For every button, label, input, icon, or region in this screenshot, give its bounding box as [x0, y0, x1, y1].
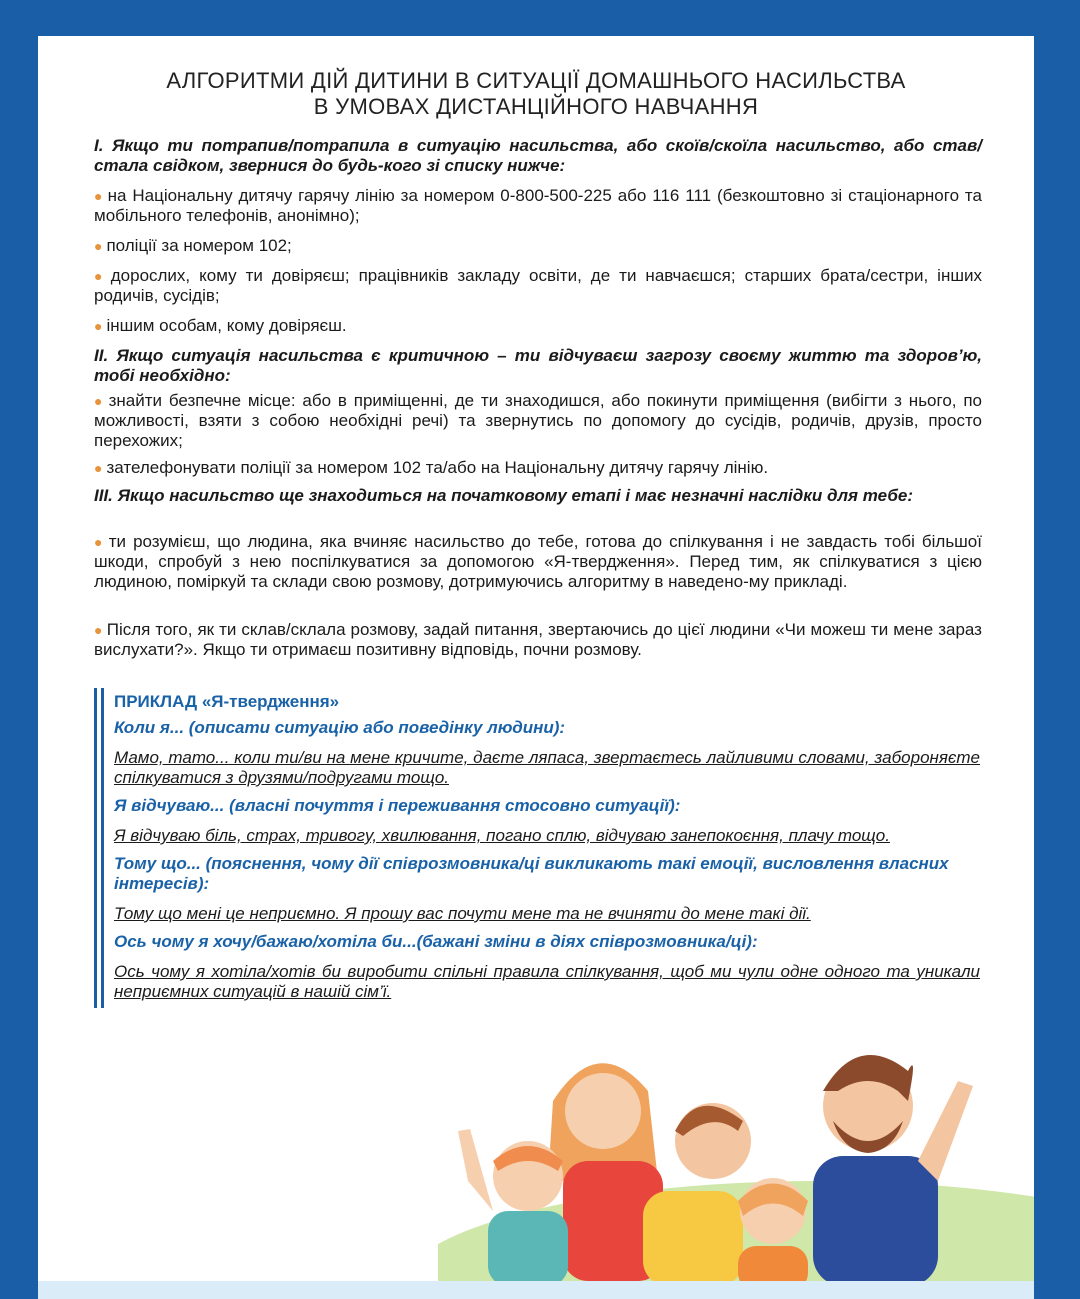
section1-item — [94, 236, 982, 256]
example-answer: Я відчуваю біль, страх, тривогу, хвилювання, погано сплю, відчуваю занепокоєння, плачу тощо. — [114, 826, 890, 845]
section2-item — [94, 458, 982, 478]
section1-item-text: поліції за номером 102; — [106, 236, 292, 255]
poster-title-line1: АЛГОРИТМИ ДІЙ ДИТИНИ В СИТУАЦІЇ ДОМАШНЬОГО НАСИЛЬСТВА — [166, 68, 906, 93]
example-answer: Мамо, тато... коли ти/ви на мене кричите, даєте ляпаса, звертаєтесь лайливими словами, забороняєте спілкуватися з друзями/подругами тощо. — [114, 748, 980, 787]
section1-item — [94, 186, 982, 226]
section3-item — [94, 532, 982, 592]
section2-heading: ІІ. Якщо ситуація насильства є критичною – ти відчуваєш загрозу своєму життю та здоров’ю, тобі необхідно: — [94, 346, 982, 385]
section2-item-text: зателефонувати поліції за номером 102 та/або на Національну дитячу гарячу лінію. — [106, 458, 769, 477]
section2-item — [94, 391, 982, 451]
example-answer: Тому що мені це неприємно. Я прошу вас почути мене та не вчиняти до мене такі дії. — [114, 904, 811, 923]
family-illustration — [438, 1011, 1034, 1281]
example-question: Тому що... (пояснення, чому дії співрозмовника/ці викликають такі емоції, висловлення власних інтересів): — [114, 854, 949, 893]
section3-item-text: Після того, як ти склав/склала розмову, задай питання, звертаючись до цієї людини «Чи можеш ти мене зараз вислухати?». Якщо ти отримаєш позитивну відповідь, почни розмову. — [94, 620, 982, 659]
example-title: ПРИКЛАД «Я-твердження» — [114, 692, 340, 711]
section3-heading: ІІІ. Якщо насильство ще знаходиться на початковому етапі і має незначні наслідки для тебе: — [94, 486, 913, 505]
example-question: Коли я... (описати ситуацію або поведінку людини): — [114, 718, 566, 737]
example-question: Я відчуваю... (власні почуття і переживання стосовно ситуації): — [114, 796, 681, 815]
section1-item-text: на Національну дитячу гарячу лінію за номером 0-800-500-225 або 116 111 (безкоштовно зі стаціонарного та мобільного телефонів, анонімно); — [94, 186, 982, 225]
example-answer: Ось чому я хотіла/хотів би виробити спільні правила спілкування, щоб ми чули одне одного та уникали неприємних ситуацій в нашій сім’ї. — [114, 962, 980, 1001]
bottom-strip — [38, 1281, 1034, 1299]
example-border — [94, 688, 97, 1008]
section1-item — [94, 266, 982, 306]
bullet-icon: ● — [94, 238, 103, 254]
section2-item-text: знайти безпечне місце: або в приміщенні, де ти знаходишся, або покинути приміщення (вибігти з нього, по можливості, взяти з собою необхідні речі) та звернутись по допомогу до сусідів, родичів, друзів, просто перехожих; — [94, 391, 982, 450]
section1-item-text: іншим особам, кому довіряєш. — [106, 316, 347, 335]
bullet-icon: ● — [94, 318, 103, 334]
example-question: Ось чому я хочу/бажаю/хотіла би...(бажані зміни в діях співрозмовника/ці): — [114, 932, 758, 951]
section3-item-text: ти розумієш, що людина, яка вчиняє насильство до тебе, готова до спілкування і не завдасть тобі більшої шкоди, спробуй з нею поспілкуватися за допомогою «Я-твердження». Перед тим, як спілкуватися з цією людиною, поміркуй та склади свою розмову, дотримуючись алгоритму в наведено-му прикладі. — [94, 532, 982, 591]
little-girl-figure — [738, 1178, 808, 1281]
bullet-icon: ● — [94, 268, 107, 284]
bullet-icon: ● — [94, 188, 104, 204]
section1-heading: І. Якщо ти потрапив/потрапила в ситуацію насильства, або скоїв/скоїла насильство, або став/стала свідком, звернися до будь-кого зі списку нижче: — [94, 136, 982, 175]
section1-item-text: дорослих, кому ти довіряєш; працівників закладу освіти, де ти навчаєшся; старших брата/сестри, інших родичів, сусідів; — [94, 266, 982, 305]
poster-sheet — [38, 36, 1034, 1281]
bullet-icon: ● — [94, 534, 105, 550]
bullet-icon: ● — [94, 622, 103, 638]
example-box — [94, 688, 984, 1008]
section1-item — [94, 316, 982, 336]
example-border — [101, 688, 104, 1008]
bullet-icon: ● — [94, 460, 103, 476]
poster-title-line2: В УМОВАХ ДИСТАНЦІЙНОГО НАВЧАННЯ — [313, 94, 759, 119]
bullet-icon: ● — [94, 393, 105, 409]
section3-item — [94, 620, 982, 660]
